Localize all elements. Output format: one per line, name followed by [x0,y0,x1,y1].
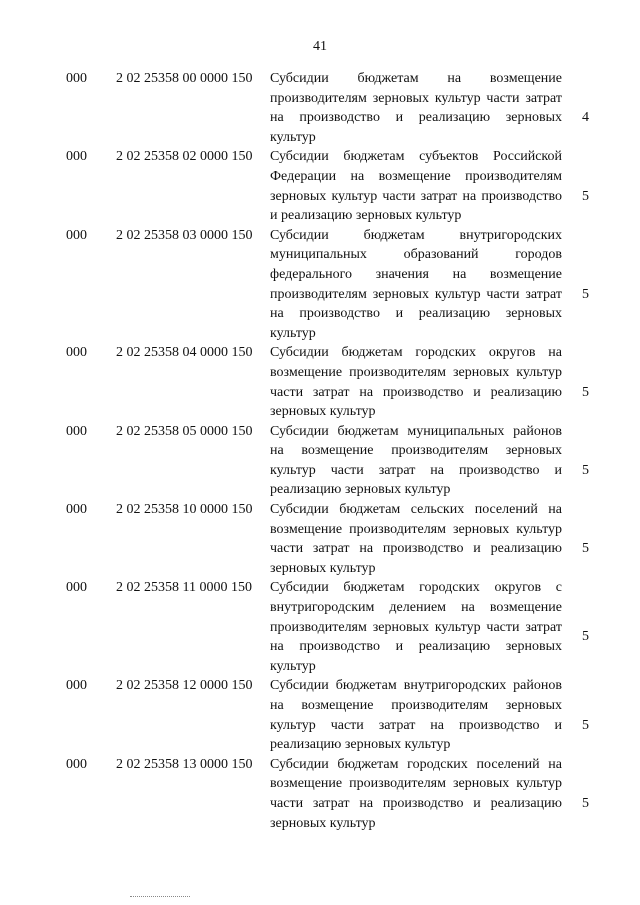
budget-classification-code: 2 02 25358 10 0000 150 [116,502,253,518]
budget-classification-code: 2 02 25358 00 0000 150 [116,71,253,86]
income-description: Субсидии бюджетам сельских поселений на возмещение производителям зерновых культур части затрат на производство и реализацию зерновых культур [270,502,562,576]
column-number: 5 [582,286,589,302]
table-row [0,226,640,344]
column-number: 4 [582,110,589,126]
budget-classification-code: 2 02 25358 11 0000 150 [116,580,252,596]
income-description: Субсидии бюджетам городских поселений на возмещение производителям зерновых культур части затрат на производство и реализацию зерновых культур [270,756,562,831]
budget-classification-code: 2 02 25358 03 0000 150 [116,227,253,243]
budget-classification-code: 2 02 25358 02 0000 150 [116,149,253,165]
admin-code: 000 [66,756,87,772]
table-row [0,422,640,500]
income-description: Субсидии бюджетам на возмещение производителям зерновых культур части затрат на производство и реализацию зерновых культур [270,71,562,145]
income-description: Субсидии бюджетам внутригородских районов на возмещение производителям зерновых культур части затрат на производство и реализацию зерновых культур [270,678,562,753]
column-number: 5 [582,717,589,733]
admin-code: 000 [66,423,87,439]
column-number: 5 [582,795,589,811]
income-description: Субсидии бюджетам городских округов на возмещение производителям зерновых культур части затрат на производство и реализацию зерновых культур [270,345,562,420]
budget-codes-table [0,69,640,833]
admin-code: 000 [66,149,87,165]
admin-code: 000 [66,580,87,596]
income-description: Субсидии бюджетам городских округов с внутригородским делением на возмещение производителям зерновых культур части затрат на производство и реализацию зерновых культур [270,580,562,674]
table-row [0,755,640,833]
column-number: 5 [582,188,589,204]
scan-artifact-line [130,896,190,897]
table-row [0,69,640,147]
budget-classification-code: 2 02 25358 05 0000 150 [116,423,253,439]
column-number: 5 [582,462,589,478]
table-row [0,147,640,225]
table-row [0,676,640,754]
column-number: 5 [582,629,589,645]
column-number: 5 [582,384,589,400]
column-number: 5 [582,541,589,557]
table-row [0,578,640,676]
admin-code: 000 [66,227,87,243]
admin-code: 000 [66,678,87,694]
admin-code: 000 [66,345,87,361]
table-row [0,343,640,421]
budget-classification-code: 2 02 25358 13 0000 150 [116,756,253,772]
page-number: 41 [313,39,327,54]
admin-code: 000 [66,71,87,86]
income-description: Субсидии бюджетам субъектов Российской Федерации на возмещение производителям зерновых культур части затрат на производство и реализацию зерновых культур [270,149,562,224]
budget-classification-code: 2 02 25358 12 0000 150 [116,678,253,694]
income-description: Субсидии бюджетам внутригородских муниципальных образований городов федерального значения на возмещение производителям зерновых культур части затрат на производство и реализацию зерновых культур [270,227,562,341]
income-description: Субсидии бюджетам муниципальных районов на возмещение производителям зерновых культур части затрат на производство и реализацию зерновых культур [270,423,562,498]
table-row [0,500,640,578]
admin-code: 000 [66,502,87,518]
budget-classification-code: 2 02 25358 04 0000 150 [116,345,253,361]
